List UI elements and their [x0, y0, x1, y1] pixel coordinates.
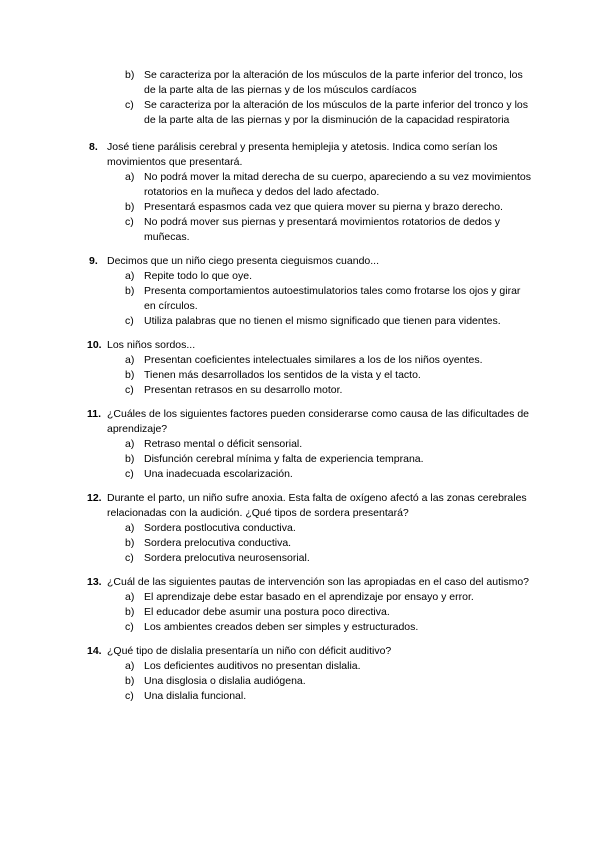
option-a — [92, 659, 532, 674]
question-text-block — [87, 644, 532, 659]
option-text: Sordera prelocutiva conductiva. — [144, 537, 292, 549]
question-text: José tiene parálisis cerebral y presenta hemiplejia y atetosis. Indica como serían los movimientos que presentará. — [107, 141, 498, 168]
option-text: Los deficientes auditivos no presentan dislalia. — [144, 660, 361, 672]
option-b — [92, 284, 532, 314]
option-a — [92, 353, 532, 368]
option-letter: a) — [125, 354, 135, 366]
option-text: Disfunción cerebral mínima y falta de experiencia temprana. — [144, 453, 424, 465]
option-text: Presenta comportamientos autoestimulatorios tales como frotarse los ojos y girar en círculos. — [144, 285, 521, 312]
options-list — [92, 353, 532, 398]
option-text: Presentará espasmos cada vez que quiera mover su pierna y brazo derecho. — [144, 201, 503, 213]
option-text: No podrá mover la mitad derecha de su cuerpo, apareciendo a su vez movimientos rotatorios en la muñeca y dedos del lado afectado. — [144, 171, 531, 198]
question-8 — [89, 140, 532, 245]
question-number: 8. — [89, 141, 98, 153]
option-c — [92, 620, 532, 635]
question-number: 10. — [87, 339, 102, 351]
option-b — [92, 536, 532, 551]
question-number: 13. — [87, 576, 102, 588]
options-list — [92, 659, 532, 704]
option-text: El educador debe asumir una postura poco directiva. — [144, 606, 390, 618]
option-text: No podrá mover sus piernas y presentará movimientos rotatorios de dedos y muñecas. — [144, 216, 501, 243]
question-9 — [89, 254, 532, 329]
option-c — [92, 689, 532, 704]
option-letter: a) — [125, 660, 135, 672]
option-text: Retraso mental o déficit sensorial. — [144, 438, 303, 450]
option-letter: c) — [125, 621, 134, 633]
question-text: Decimos que un niño ciego presenta cieguismos cuando... — [107, 255, 379, 267]
question-number: 12. — [87, 492, 102, 504]
option-letter: b) — [125, 606, 135, 618]
option-text: Sordera prelocutiva neurosensorial. — [144, 552, 310, 564]
question-text-block — [87, 338, 532, 353]
question-7-continuation — [92, 68, 532, 128]
option-letter: b) — [125, 285, 135, 297]
option-text: Sordera postlocutiva conductiva. — [144, 522, 296, 534]
question-12 — [87, 491, 532, 566]
option-letter: c) — [125, 315, 134, 327]
option-letter: b) — [125, 201, 135, 213]
question-list — [87, 68, 532, 713]
question-text-block — [89, 140, 532, 170]
option-b — [92, 68, 532, 98]
option-text: Utiliza palabras que no tienen el mismo significado que tienen para videntes. — [144, 315, 501, 327]
option-text: Se caracteriza por la alteración de los músculos de la parte inferior del tronco y los de la parte alta de las piernas y por la disminución de la capacidad respiratoria — [144, 99, 529, 126]
option-b — [92, 674, 532, 689]
option-b — [92, 605, 532, 620]
options-list — [92, 437, 532, 482]
option-c — [92, 314, 532, 329]
option-b — [92, 452, 532, 467]
option-text: Una disglosia o dislalia audiógena. — [144, 675, 306, 687]
question-text-block — [87, 575, 532, 590]
option-a — [92, 521, 532, 536]
question-14 — [87, 644, 532, 704]
question-text: ¿Cuáles de los siguientes factores pueden considerarse como causa de las dificultades de aprendizaje? — [107, 408, 529, 435]
option-text: Una dislalia funcional. — [144, 690, 247, 702]
option-letter: b) — [125, 69, 135, 81]
option-a — [92, 590, 532, 605]
option-a — [92, 269, 532, 284]
option-letter: c) — [125, 216, 134, 228]
options-list — [92, 170, 532, 245]
option-c — [92, 467, 532, 482]
option-letter: a) — [125, 522, 135, 534]
question-text-block — [87, 407, 532, 437]
option-c — [92, 98, 532, 128]
options-list — [92, 521, 532, 566]
option-text: Presentan retrasos en su desarrollo motor. — [144, 384, 343, 396]
question-11 — [87, 407, 532, 482]
option-letter: b) — [125, 537, 135, 549]
option-text: Los ambientes creados deben ser simples y estructurados. — [144, 621, 419, 633]
option-text: El aprendizaje debe estar basado en el aprendizaje por ensayo y error. — [144, 591, 474, 603]
question-text: ¿Qué tipo de dislalia presentaría un niño con déficit auditivo? — [107, 645, 392, 657]
question-text-block — [89, 254, 532, 269]
question-number: 9. — [89, 255, 98, 267]
option-letter: c) — [125, 468, 134, 480]
option-text: Una inadecuada escolarización. — [144, 468, 293, 480]
question-text: Durante el parto, un niño sufre anoxia. Esta falta de oxígeno afectó a las zonas cerebrales relacionadas con la audición. ¿Qué tipos de sordera presentará? — [107, 492, 527, 519]
option-letter: c) — [125, 384, 134, 396]
option-text: Tienen más desarrollados los sentidos de la vista y el tacto. — [144, 369, 421, 381]
option-letter: a) — [125, 270, 135, 282]
option-text: Se caracteriza por la alteración de los músculos de la parte inferior del tronco, los de la parte alta de las piernas y de los músculos cardíacos — [144, 69, 523, 96]
question-number: 14. — [87, 645, 102, 657]
option-a — [92, 170, 532, 200]
question-10 — [87, 338, 532, 398]
question-text: Los niños sordos... — [107, 339, 196, 351]
option-letter: c) — [125, 99, 134, 111]
options-list — [92, 68, 532, 128]
option-letter: c) — [125, 690, 134, 702]
option-letter: a) — [125, 591, 135, 603]
option-letter: b) — [125, 453, 135, 465]
option-text: Repite todo lo que oye. — [144, 270, 252, 282]
option-a — [92, 437, 532, 452]
question-text-block — [87, 491, 532, 521]
option-b — [92, 368, 532, 383]
option-letter: b) — [125, 675, 135, 687]
option-c — [92, 383, 532, 398]
question-13 — [87, 575, 532, 635]
option-text: Presentan coeficientes intelectuales similares a los de los niños oyentes. — [144, 354, 483, 366]
option-letter: a) — [125, 171, 135, 183]
options-list — [92, 590, 532, 635]
question-number: 11. — [87, 408, 102, 420]
option-letter: c) — [125, 552, 134, 564]
options-list — [92, 269, 532, 329]
question-text: ¿Cuál de las siguientes pautas de intervención son las apropiadas en el caso del autismo? — [107, 576, 530, 588]
option-b — [92, 200, 532, 215]
option-letter: a) — [125, 438, 135, 450]
option-c — [92, 215, 532, 245]
option-letter: b) — [125, 369, 135, 381]
option-c — [92, 551, 532, 566]
